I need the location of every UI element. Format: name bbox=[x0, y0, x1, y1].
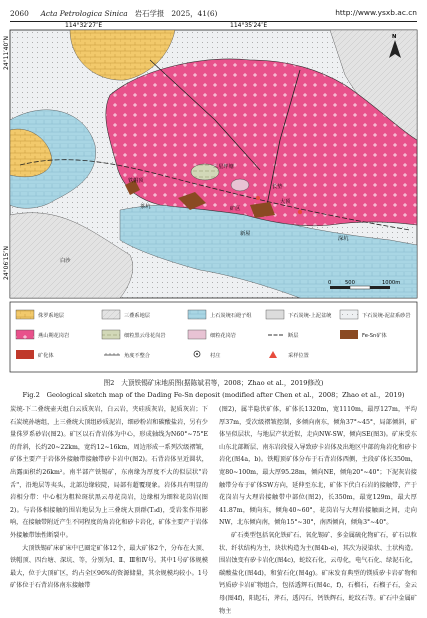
sample-site-2 bbox=[256, 196, 260, 200]
place-label-xinwu: 新屋 bbox=[240, 231, 251, 237]
svg-text:燕山期花岗岩: 燕山期花岗岩 bbox=[38, 333, 70, 339]
lon-label-left: 114°32′27″E bbox=[65, 22, 103, 29]
issue-info: 2025，41(6) bbox=[171, 9, 218, 18]
journal-url: http://www.ysxb.ac.cn bbox=[335, 8, 417, 17]
svg-text:角度不整合: 角度不整合 bbox=[124, 353, 150, 359]
place-label-kuangqu: 矿区 bbox=[230, 206, 241, 212]
paragraph: (图2)，属半隐伏矿体，矿体长1320m，宽1110m，最厚127m，平均厚37m，受次级褶皱控制，多倾向南东，倾角37°~45°，局部倾斜，矿体呈似层状，与地层产状近似，走向NW-SW，倾向SE(图3)。矿床受东山东北部断层、南东岩段侵入导致矽卡岩体及出地区中部的角岩化和矽卡岩化(图4a，b)。铁帽顶矿体分布于石背岩体西侧，主段矿体长350m，宽80~100m，最大厚95.28m，倾向NE，倾角20°~40°；下泥灰岩接触带分布于矿体SW方向，延伸至东北，矿体下伏白石岩的接触带，产于花岗岩与大理岩接触带中部位(图2)，长350m，最宽129m，最大厚41.87m，倾向东，倾角40~60°，花岗岩与大理岩接触面之间，走向NW，北东倾向南，倾角15°~30°，南西倾向，倾角3°~40°。 bbox=[219, 406, 417, 527]
svg-text:三叠系地层: 三叠系地层 bbox=[124, 313, 150, 319]
paragraph: 矿石类型包括氧化铁矿石、氧化锡矿、多金属硫化物矿石，矿石以粒状、纤状结构为主，块状构造为主(图4b-e)，其次为浸染状、土状构造。围岩蚀变有矽卡岩化(图4c)，蛇纹石化，云母化，电气石化、绿泥石化，碳酸盐化(图4d)，和萤石化(图4g)。矿床发育典型的镁质矽卡岩矿物和钙质矽卡岩矿物组合，包括透辉石(图4c，f)，石榴石，石榴子石，金云母(图4f)，阳起石，斧石，透闪石，钙铁辉石，蛇纹石等。矿石中金属矿物主 bbox=[219, 531, 417, 615]
paragraph: 炭统-下二叠统壶天组白云质灰岩，白云岩，夹硅质灰岩，泥质灰岩；下石炭统孙塘组，上三叠统大顶组砂质泥岩，细砂粉岩和碳酸盐岩，另有少量侏罗系砂岩(图2)。矿区以石背岩体为中心，形成轴线为N60°~75°E的背斜，长约20~22km，宽约12~16km，周边形成一系列次级褶皱，矿体主要产于岩体外接触带接触带矽卡岩中(图2)。石背岩体呈近圆状，出露面积约26km²。南半部产铁锡矿，东南缘为厚度不大的似层状"岩舌"，沿地层等夷头，北部边缘较陡，局部有超覆现象。岩体具有明显的岩相分带：中心相为粗粒斑状黑云母花岗岩，边缘相为细粒花岗岩(图2)。与岩体相接触的围岩地层为上三叠统大顶群(T₃d)，受岩浆作用影响，在接触带附近产生不同程度的角岩化和矽卡岩化，矿体主要产于岩体外接触带蚀性断裂中。 bbox=[10, 406, 208, 539]
svg-text:细粒花岗岩: 细粒花岗岩 bbox=[210, 333, 236, 339]
place-label-shenkeng: 深坑 bbox=[338, 236, 349, 242]
lat-label-bottom: 24°06′15″N bbox=[3, 246, 10, 280]
lat-label-top: 24°11′40″N bbox=[3, 36, 10, 70]
svg-text:Fe-Sn矿体: Fe-Sn矿体 bbox=[362, 333, 387, 339]
svg-text:断层: 断层 bbox=[288, 333, 299, 339]
body-text bbox=[10, 404, 417, 615]
figure-caption-cn: 图2 大顶铁锡矿床地质图(据陈斌君等，2008；Zhao et al.，2019修改) bbox=[103, 379, 324, 387]
place-label-sanxingpingtang: 三星坪塘 bbox=[213, 164, 234, 170]
body-column-right bbox=[219, 404, 417, 615]
place-label-tiemaoding: 铁帽顶 bbox=[128, 178, 144, 184]
svg-text:下石炭统-上泥盆统: 下石炭统-上泥盆统 bbox=[288, 313, 332, 319]
svg-text:侏罗系地层: 侏罗系地层 bbox=[38, 313, 64, 319]
sample-site-1 bbox=[298, 210, 302, 214]
north-arrow-label: N bbox=[392, 34, 397, 40]
page-number: 2060 bbox=[10, 9, 29, 18]
place-label-chakeng: 茶坑 bbox=[140, 204, 151, 210]
lon-label-right: 114°35′24″E bbox=[230, 22, 268, 29]
svg-text:上石炭统石磴子组: 上石炭统石磴子组 bbox=[210, 313, 252, 319]
journal-name-en: Acta Petrologica Sinica bbox=[40, 9, 128, 18]
map-legend bbox=[10, 302, 417, 372]
place-label-baisha: 白沙 bbox=[60, 258, 71, 264]
scale-tick-500: 500 bbox=[345, 280, 355, 286]
scale-tick-0: 0 bbox=[328, 280, 332, 286]
svg-text:下石炭统-泥盆系砂岩: 下石炭统-泥盆系砂岩 bbox=[362, 313, 411, 319]
fine-granite-stock bbox=[231, 179, 249, 191]
paragraph: 大顶铁锡矿床矿床中已圈定矿体12个，最大矿体2个，分布在大顶、铁帽顶、四台塘、深坑、等，分别为Ⅰ、Ⅱ、Ⅲ和Ⅳ号。其中1号矿体规模最大，位于大顶矿区，约占全区96%的资源储量，其余规模均较小。1号矿体位于石背岩体南东接触带 bbox=[10, 544, 208, 590]
journal-name-cn: 岩石学报 bbox=[134, 9, 165, 18]
body-column-left bbox=[10, 404, 208, 610]
place-label-changdian: 长垫 bbox=[272, 184, 283, 190]
svg-text:村庄: 村庄 bbox=[210, 353, 221, 359]
scale-tick-1000: 1000m bbox=[382, 280, 401, 286]
svg-text:矿化体: 矿化体 bbox=[38, 353, 54, 359]
svg-text:细粒黑云母花岗岩: 细粒黑云母花岗岩 bbox=[124, 333, 166, 339]
place-label-dading: 大顶 bbox=[280, 199, 291, 205]
figure-caption-en: Fig.2 Geological sketch map of the Dading Fe-Sn deposit (modified after Chen et al.，2008；Zhao et al.，2019) bbox=[22, 391, 405, 399]
svg-text:采样位置: 采样位置 bbox=[288, 353, 309, 359]
